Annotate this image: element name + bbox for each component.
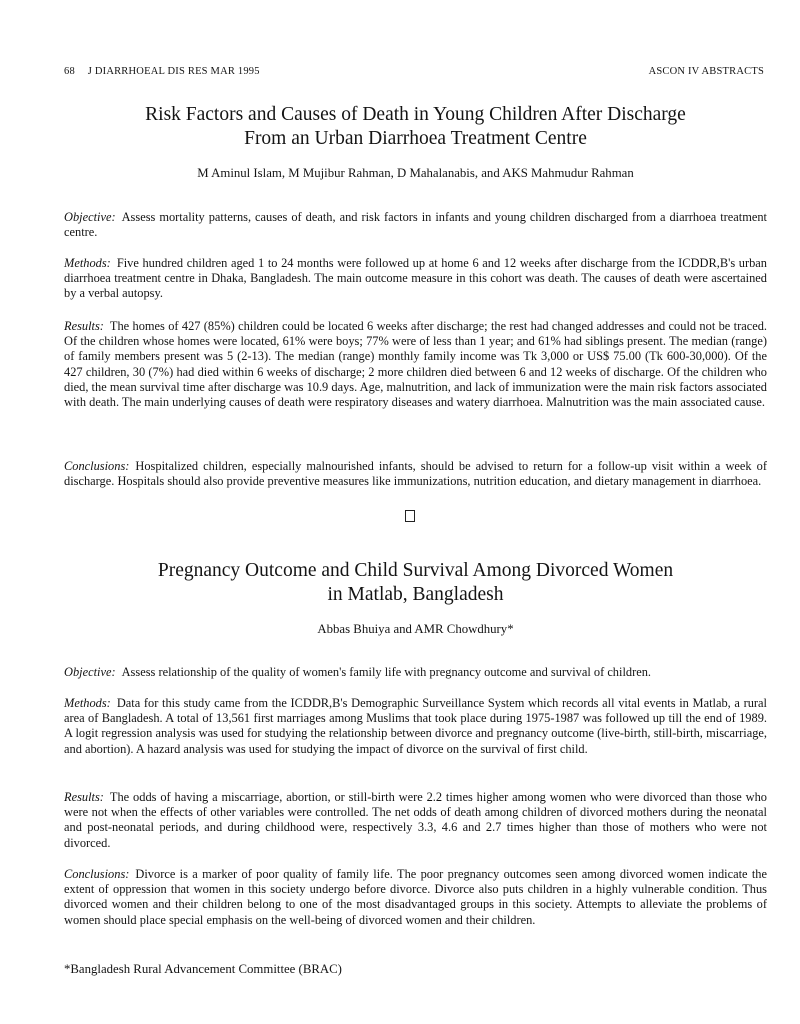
abstract1-results [64,319,767,410]
abstract2-conclusions [64,867,767,928]
methods-label: Methods: [64,256,111,270]
results-text: The odds of having a miscarriage, abortion, or still-birth were 2.2 times higher among women who were divorced than those who were not when the effects of other variables were controlled. The net odds of death among children of divorced mothers during the neonatal and post-neonatal periods, and during childhood were, respectively 3.3, 4.6 and 2.7 times higher than those of mothers who were not divorced. [64,790,767,850]
running-head [64,66,764,80]
abstract1-methods [64,256,767,302]
running-head-left [64,66,260,77]
abstract1-conclusions [64,459,767,489]
abstract2-title-line1: Pregnancy Outcome and Child Survival Among Divorced Women [157,560,674,581]
abstract2-authors: Abbas Bhuiya and AMR Chowdhury* [317,622,514,636]
objective-label: Objective: [64,210,116,224]
objective-label: Objective: [64,665,116,679]
conclusions-text: Hospitalized children, especially malnourished infants, should be advised to return for a follow-up visit within a week of discharge. Hospitals should also provide preventive measures like immunizations, nutrition education, and dietary management in diarrhoea. [64,459,767,489]
running-head-section: ASCON IV ABSTRACTS [648,66,764,77]
methods-text: Data for this study came from the ICDDR,B's Demographic Surveillance System which records all vital events in Matlab, a rural area of Bangladesh. A total of 13,561 first marriages among Muslims that took place during 1975-1987 was followed up till the end of 1989. A logit regression analysis was used for studying the relationship between divorce and pregnancy outcome (live-birth, still-birth, miscarriage, and abortion). A hazard analysis was used for studying the impact of divorce on the survival of first child. [64,696,767,756]
conclusions-text: Divorce is a marker of poor quality of family life. The poor pregnancy outcomes seen among divorced women indicate the extent of oppression that women in this society undergo before divorce. Divorce also puts children in a highly vulnerable condition. Thus divorced women and their children belong to one of the most disadvantaged groups in this society. Attempts to alleviate the problems of women should place special emphasis on the well-being of divorced women and their children. [64,867,767,927]
abstract1-objective [64,210,767,240]
end-of-abstract-mark [405,510,415,522]
conclusions-label: Conclusions: [64,867,130,881]
abstract1-authors: M Aminul Islam, M Mujibur Rahman, D Mahalanabis, and AKS Mahmudur Rahman [197,166,634,180]
objective-text: Assess relationship of the quality of women's family life with pregnancy outcome and survival of children. [121,665,652,679]
results-label: Results: [64,319,104,333]
abstract2-methods [64,696,767,757]
abstract2-title-line2: in Matlab, Bangladesh [327,584,504,605]
footnote: *Bangladesh Rural Advancement Committee (BRAC) [64,962,342,976]
methods-label: Methods: [64,696,111,710]
journal-citation: J DIARRHOEAL DIS RES MAR 1995 [87,66,260,77]
methods-text: Five hundred children aged 1 to 24 months were followed up at home 6 and 12 weeks after discharge from the ICDDR,B's urban diarrhoea treatment centre in Dhaka, Bangladesh. The main outcome measure in this cohort was death. The causes of death were ascertained by a verbal autopsy. [64,256,767,301]
page-number: 68 [64,66,75,77]
results-label: Results: [64,790,104,804]
abstract2-results [64,790,767,851]
conclusions-label: Conclusions: [64,459,130,473]
abstract2-title [64,559,767,607]
results-text: The homes of 427 (85%) children could be located 6 weeks after discharge; the rest had changed addresses and could not be traced. Of the children whose homes were located, 61% were boys; 77% were of less than 1 year; and 61% had siblings present. The median (range) of family members present was 5 (2-13). The median (range) monthly family income was Tk 3,000 or US$ 75.00 (Tk 600-30,000). Of the 427 children, 30 (7%) had died within 6 weeks of discharge; 2 more children died between 6 and 12 weeks of discharge. Of the children who died, the mean survival time after discharge was 10.9 days. Age, malnutrition, and lack of immunization were the main risk factors associated with death. The main underlying causes of death were respiratory diseases and watery diarrhoea. Malnutrition was the main associated cause. [64,319,767,410]
abstract1-title [64,103,767,151]
abstract2-objective [64,665,767,680]
objective-text: Assess mortality patterns, causes of death, and risk factors in infants and young children discharged from a diarrhoea treatment centre. [64,210,767,240]
abstract1-title-line1: Risk Factors and Causes of Death in Young Children After Discharge [145,104,686,125]
abstract1-title-line2: From an Urban Diarrhoea Treatment Centre [244,128,587,149]
